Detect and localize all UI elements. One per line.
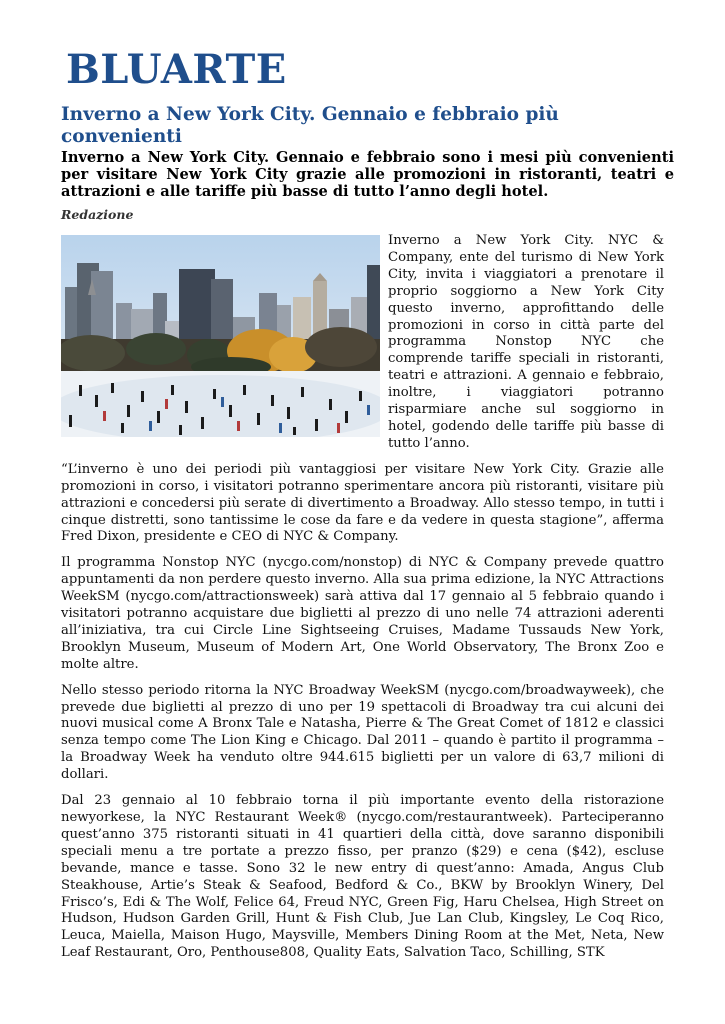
site-logo[interactable]: BLUARTE bbox=[66, 46, 287, 93]
skating-rink-illustration bbox=[61, 235, 380, 437]
article-paragraph: Nello stesso periodo ritorna la NYC Broadway WeekSM (nycgo.com/broadwayweek), che prevede due biglietti al prezzo di uno per 19 spettacoli di Broadway tra cui alcuni dei nuovi musical come A Bronx Tale e Natasha, Pierre & The Great Comet of 1812 e classici senza tempo come The Lion King e Chicago. Dal 2011 – quando è partito il programma – la Broadway Week ha venduto oltre 944.615 biglietti per un valore di 63,7 milioni di dollari. bbox=[61, 682, 664, 783]
article-paragraph: “L’inverno è uno dei periodi più vantaggiosi per visitare New York City. Grazie alle promozioni in corso, i visitatori potranno sperimentare ancora più ristoranti, visitare più attrazioni e concedersi più serate di divertimento a Broadway. Allo stesso tempo, in tutti i cinque distretti, sono tantissime le cose da fare e da vedere in questa stagione”, afferma Fred Dixon, presidente e CEO di NYC & Company. bbox=[61, 461, 664, 545]
photo-central-park-skating-rink bbox=[61, 235, 380, 437]
article-body bbox=[61, 233, 664, 971]
article-paragraph: Inverno a New York City. NYC & Company, ente del turismo di New York City, invita i viaggiatori a prenotare il proprio soggiorno a New York City questo inverno, approfittando delle promozioni in corso in città parte del programma Nonstop NYC che comprende tariffe speciali in ristoranti, teatri e attrazioni. A gennaio e febbraio, inoltre, i viaggiatori potranno risparmiare anche sul soggiorno in hotel, godendo delle tariffe più basse di tutto l’anno. bbox=[388, 233, 664, 451]
article-paragraph: Il programma Nonstop NYC (nycgo.com/nonstop) di NYC & Company prevede quattro appuntamenti da non perdere questo inverno. Alla sua prima edizione, la NYC Attractions WeekSM (nycgo.com/attractionsweek) sarà attiva dal 17 gennaio al 5 febbraio quando i visitatori potranno acquistare due biglietti al prezzo di uno nelle 74 attrazioni aderenti all’iniziativa, tra cui Circle Line Sightseeing Cruises, Madame Tussauds New York, Brooklyn Museum, Museum of Modern Art, One World Observatory, The Bronx Zoo e molte altre. bbox=[61, 555, 664, 672]
article-paragraph: Dal 23 gennaio al 10 febbraio torna il più importante evento della ristorazione newyorkese, la NYC Restaurant Week® (nycgo.com/restaurantweek). Parteciperanno quest’anno 375 ristoranti situati in 41 quartieri della città, dove saranno disponibili speciali menu a tre portate a prezzo fisso, per pranzo ($29) e cena ($42), escluse bevande, mance e tasse. Sono 32 le new entry di quest’anno: Amada, Angus Club Steakhouse, Artie’s Steak & Seafood, Bedford & Co., BKW by Brooklyn Winery, Del Frisco’s, Edi & The Wolf, Felice 64, Freud NYC, Green Fig, Haru Chelsea, High Street on Hudson, Hudson Garden Grill, Hunt & Fish Club, Jue Lan Club, Kingsley, Le Coq Rico, Leuca, Maiella, Maison Hugo, Maysville, Members Dining Room at the Met, Neta, New Leaf Restaurant, Oro, Penthouse808, Quality Eats, Salvation Taco, Schilling, STK bbox=[61, 793, 664, 961]
article-author: Redazione bbox=[61, 207, 134, 222]
article-lead: Inverno a New York City. Gennaio e febbraio sono i mesi più convenienti per visitare New York City grazie alle promozioni in ristoranti, teatri e attrazioni e alle tariffe più basse di tutto l’anno degli hotel. bbox=[61, 149, 674, 201]
article-title: Inverno a New York City. Gennaio e febbraio più convenienti bbox=[61, 104, 559, 148]
